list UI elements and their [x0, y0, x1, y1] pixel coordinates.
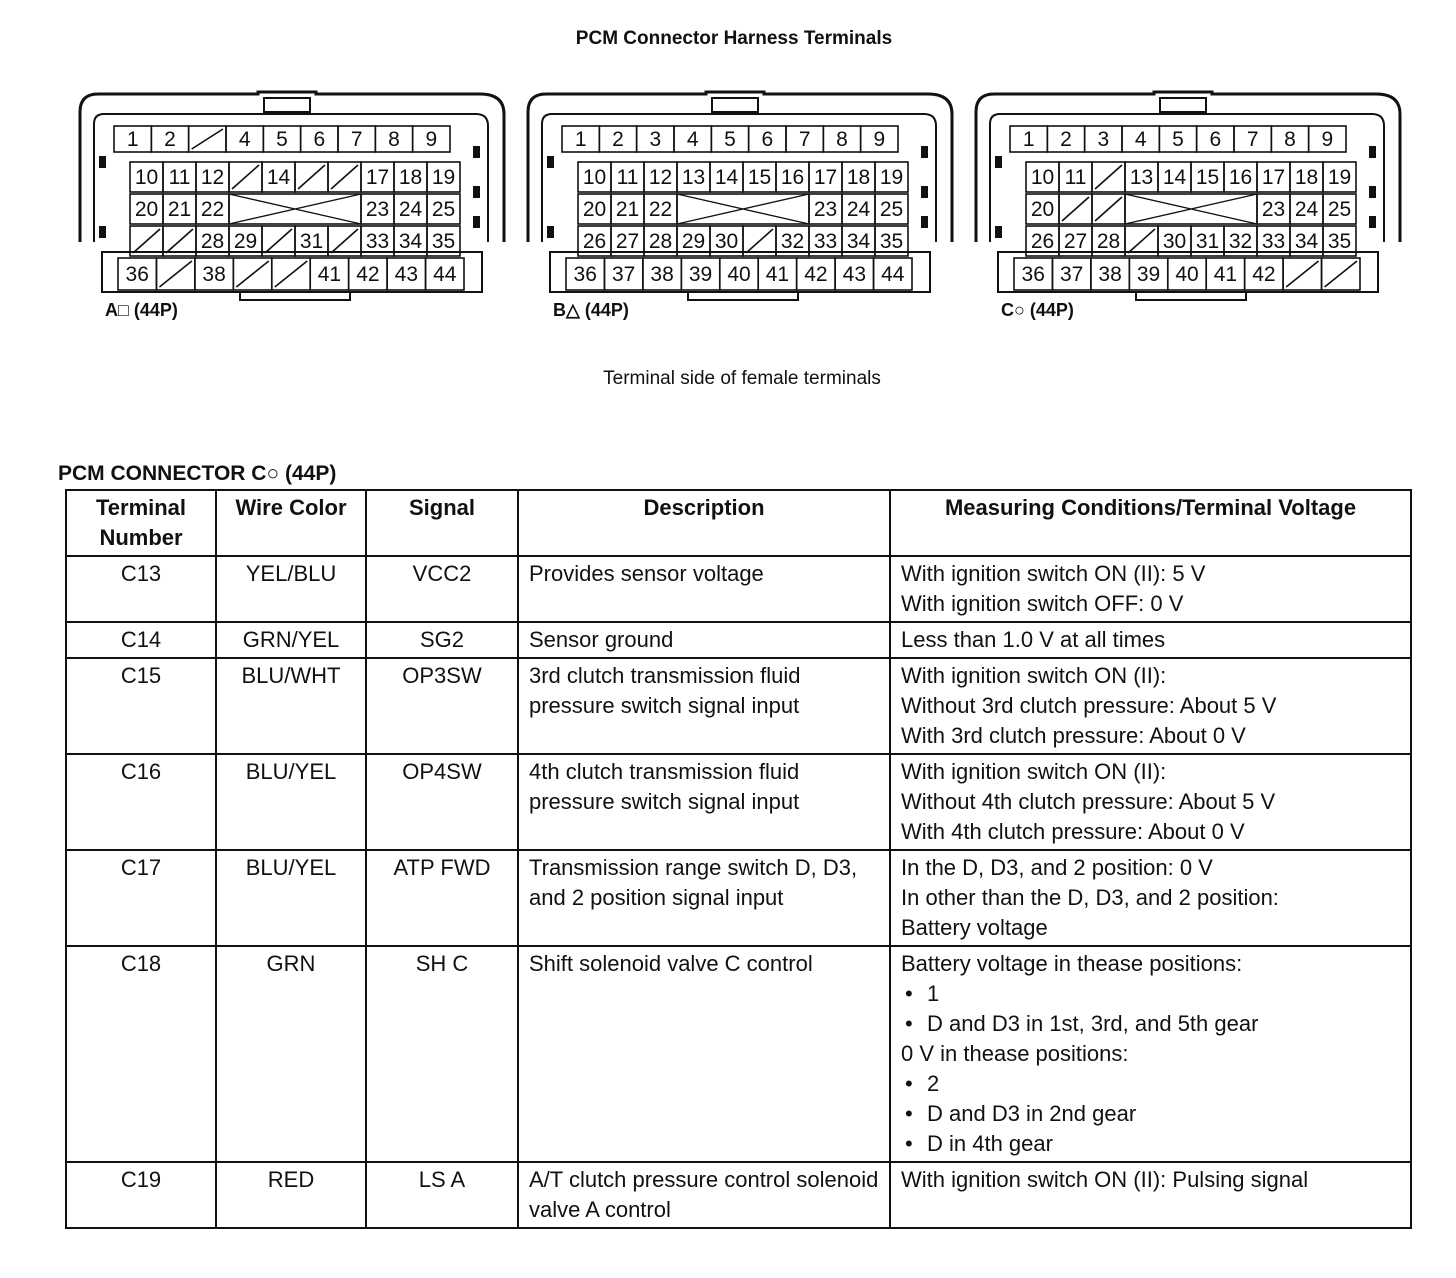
latch-tab [712, 98, 758, 112]
table-row [66, 754, 1411, 850]
lock-mark [921, 186, 928, 198]
terminal-number: 6 [761, 128, 774, 151]
terminal-number: 13 [1129, 166, 1154, 189]
cell-description: Shift solenoid valve C control [518, 946, 890, 1162]
cell-conditions [890, 850, 1411, 946]
terminal-number: 24 [398, 198, 423, 221]
cell-terminal: C18 [66, 946, 216, 1162]
condition-line: With 3rd clutch pressure: About 0 V [901, 723, 1246, 748]
terminal-number: 28 [1096, 230, 1121, 253]
terminal-table [65, 489, 1412, 1229]
terminal-number: 40 [1175, 263, 1199, 286]
terminal-number: 22 [200, 198, 225, 221]
cell-wire-color: BLU/YEL [216, 850, 366, 946]
cell-terminal: C15 [66, 658, 216, 754]
terminal-number: 39 [688, 263, 713, 286]
terminal-number: 11 [616, 166, 639, 189]
terminal-number: 44 [433, 263, 457, 286]
condition-line: 0 V in thease positions: [901, 1041, 1129, 1066]
unused-cavity-slash [331, 165, 358, 189]
lock-mark [1369, 186, 1376, 198]
header-signal: Signal [366, 490, 518, 556]
terminal-number: 10 [582, 166, 607, 189]
condition-line: Without 3rd clutch pressure: About 5 V [901, 693, 1277, 718]
cell-conditions [890, 1162, 1411, 1228]
condition-bullet: • D and D3 in 2nd gear [901, 1099, 1400, 1129]
terminal-number: 15 [1195, 166, 1220, 189]
lock-mark [921, 146, 928, 158]
terminal-number: 43 [842, 263, 867, 286]
blank-cross [229, 194, 361, 224]
terminal-number: 32 [780, 230, 805, 253]
terminal-number: 5 [1172, 128, 1184, 151]
terminal-number: 7 [350, 128, 363, 151]
terminal-number: 28 [200, 230, 225, 253]
terminal-number: 36 [1021, 263, 1045, 286]
condition-line: With ignition switch ON (II): [901, 663, 1167, 688]
connector-b-diagram [528, 92, 958, 302]
unused-cavity-slash [331, 229, 358, 253]
unused-cavity-slash [1286, 261, 1318, 287]
terminal-number: 10 [1030, 166, 1055, 189]
condition-bullet: • D in 4th gear [901, 1129, 1400, 1159]
condition-line: With 4th clutch pressure: About 0 V [901, 819, 1245, 844]
terminal-number: 17 [813, 166, 838, 189]
cell-conditions [890, 946, 1411, 1162]
terminal-number: 7 [798, 128, 811, 151]
bottom-key [240, 292, 350, 300]
terminal-number: 44 [881, 263, 905, 286]
unused-cavity-slash [298, 165, 325, 189]
bottom-key [688, 292, 798, 300]
terminal-number: 21 [615, 198, 640, 221]
cell-terminal: C19 [66, 1162, 216, 1228]
terminal-number: 15 [747, 166, 772, 189]
terminal-number: 6 [1209, 128, 1222, 151]
terminal-number: 26 [582, 230, 607, 253]
terminal-number: 14 [266, 166, 291, 189]
unused-cavity-slash [1325, 261, 1357, 287]
terminal-number: 14 [714, 166, 739, 189]
table-header-row [66, 490, 1411, 556]
unused-cavity-slash [1095, 165, 1122, 189]
cell-description: Provides sensor voltage [518, 556, 890, 622]
lock-mark [1369, 216, 1376, 228]
terminal-number: 20 [134, 198, 159, 221]
condition-line: Less than 1.0 V at all times [901, 627, 1166, 652]
terminal-number: 39 [1136, 263, 1161, 286]
terminal-number: 16 [1228, 166, 1253, 189]
terminal-number: 35 [879, 230, 904, 253]
terminal-number: 24 [846, 198, 871, 221]
cell-terminal: C14 [66, 622, 216, 658]
terminal-number: 6 [313, 128, 326, 151]
condition-line: With ignition switch ON (II): [901, 759, 1167, 784]
header-terminal-number: Terminal Number [66, 490, 216, 556]
lock-mark [99, 226, 106, 238]
terminal-number: 34 [1294, 230, 1319, 253]
terminal-number: 43 [394, 263, 419, 286]
terminal-number: 31 [1195, 230, 1220, 253]
unused-cavity-slash [1128, 229, 1155, 253]
terminal-number: 22 [648, 198, 673, 221]
terminal-number: 12 [648, 166, 673, 189]
latch-tab [1160, 98, 1206, 112]
lock-mark [995, 226, 1002, 238]
lock-mark [473, 146, 480, 158]
terminal-number: 38 [1098, 263, 1122, 286]
connector-a [80, 92, 510, 322]
terminal-number: 23 [1261, 198, 1286, 221]
unused-cavity-slash [166, 229, 193, 253]
terminal-number: 31 [299, 230, 324, 253]
terminal-number: 9 [873, 128, 886, 151]
terminal-number: 29 [681, 230, 706, 253]
lock-mark [547, 156, 554, 168]
terminal-number: 41 [317, 263, 342, 286]
terminal-number: 37 [1059, 263, 1084, 286]
cell-signal: LS A [366, 1162, 518, 1228]
unused-cavity-slash [133, 229, 160, 253]
terminal-number: 21 [167, 198, 192, 221]
unused-cavity-slash [159, 261, 191, 287]
terminal-number: 1 [1022, 128, 1035, 151]
terminal-number: 8 [388, 128, 400, 151]
cell-signal: SH C [366, 946, 518, 1162]
lock-mark [99, 156, 106, 168]
terminal-number: 25 [431, 198, 456, 221]
cell-wire-color: YEL/BLU [216, 556, 366, 622]
terminal-number: 35 [1327, 230, 1352, 253]
terminal-number: 17 [365, 166, 390, 189]
lock-mark [473, 216, 480, 228]
connector-c-diagram [976, 92, 1406, 302]
terminal-number: 30 [1162, 230, 1187, 253]
table-row [66, 556, 1411, 622]
terminal-number: 20 [582, 198, 607, 221]
cell-wire-color: BLU/YEL [216, 754, 366, 850]
terminal-number: 37 [611, 263, 636, 286]
terminal-number: 32 [1228, 230, 1253, 253]
terminal-number: 9 [1321, 128, 1334, 151]
terminal-number: 19 [879, 166, 904, 189]
header-measuring-conditions: Measuring Conditions/Terminal Voltage [890, 490, 1411, 556]
terminal-number: 3 [649, 128, 662, 151]
lock-mark [921, 216, 928, 228]
terminal-number: 35 [431, 230, 456, 253]
unused-cavity-slash [1062, 197, 1089, 221]
unused-cavity-slash [1095, 197, 1122, 221]
cell-description: Transmission range switch D, D3, and 2 position signal input [518, 850, 890, 946]
terminal-number: 23 [365, 198, 390, 221]
terminal-number: 36 [125, 263, 149, 286]
table-row [66, 1162, 1411, 1228]
terminal-number: 5 [724, 128, 736, 151]
terminal-number: 26 [1030, 230, 1055, 253]
table-caption: PCM CONNECTOR C○ (44P) [58, 462, 337, 485]
header-description: Description [518, 490, 890, 556]
unused-cavity-slash [236, 261, 268, 287]
terminal-number: 20 [1030, 198, 1055, 221]
terminal-number: 36 [573, 263, 597, 286]
cell-wire-color: BLU/WHT [216, 658, 366, 754]
terminal-number: 18 [846, 166, 871, 189]
terminal-number: 41 [1213, 263, 1238, 286]
lock-mark [1369, 146, 1376, 158]
terminal-number: 11 [1064, 166, 1087, 189]
cell-signal: OP4SW [366, 754, 518, 850]
terminal-number: 34 [846, 230, 871, 253]
cell-conditions [890, 556, 1411, 622]
cell-signal: ATP FWD [366, 850, 518, 946]
table-row [66, 850, 1411, 946]
connector-a-diagram [80, 92, 510, 302]
page-title: PCM Connector Harness Terminals [575, 28, 893, 49]
terminal-number: 40 [727, 263, 751, 286]
cell-description: Sensor ground [518, 622, 890, 658]
condition-bullet: • 1 [901, 979, 1400, 1009]
terminal-number: 18 [398, 166, 423, 189]
terminal-number: 3 [1097, 128, 1110, 151]
terminal-number: 38 [650, 263, 674, 286]
blank-cross [677, 194, 809, 224]
cell-wire-color: RED [216, 1162, 366, 1228]
terminal-number: 29 [233, 230, 258, 253]
diagram-caption: Terminal side of female terminals [603, 368, 881, 389]
terminal-number: 38 [202, 263, 226, 286]
unused-cavity-slash [232, 165, 259, 189]
terminal-number: 24 [1294, 198, 1319, 221]
terminal-number: 19 [431, 166, 456, 189]
terminal-number: 16 [780, 166, 805, 189]
condition-line: In the D, D3, and 2 position: 0 V [901, 855, 1213, 880]
unused-cavity-slash [746, 229, 773, 253]
lock-mark [995, 156, 1002, 168]
condition-line: Battery voltage [901, 915, 1048, 940]
cell-conditions [890, 658, 1411, 754]
terminal-number: 11 [168, 166, 191, 189]
terminal-number: 19 [1327, 166, 1352, 189]
terminal-number: 25 [879, 198, 904, 221]
cell-conditions [890, 622, 1411, 658]
cell-description: 4th clutch transmission fluid pressure switch signal input [518, 754, 890, 850]
cell-terminal: C16 [66, 754, 216, 850]
terminal-number: 1 [126, 128, 139, 151]
condition-bullet: • D and D3 in 1st, 3rd, and 5th gear [901, 1009, 1400, 1039]
condition-line: Battery voltage in thease positions: [901, 951, 1243, 976]
terminal-number: 41 [765, 263, 790, 286]
terminal-number: 2 [164, 128, 176, 151]
terminal-number: 42 [1252, 263, 1276, 286]
terminal-number: 23 [813, 198, 838, 221]
cell-wire-color: GRN [216, 946, 366, 1162]
terminal-number: 10 [134, 166, 159, 189]
unused-cavity-slash [275, 261, 307, 287]
terminal-number: 42 [804, 263, 828, 286]
terminal-number: 4 [238, 128, 251, 151]
terminal-number: 27 [1063, 230, 1088, 253]
unused-cavity-slash [265, 229, 292, 253]
lock-mark [473, 186, 480, 198]
condition-bullet: • 2 [901, 1069, 1400, 1099]
condition-line: With ignition switch ON (II): Pulsing signal [901, 1167, 1309, 1192]
cell-terminal: C17 [66, 850, 216, 946]
terminal-number: 33 [365, 230, 390, 253]
terminal-number: 2 [612, 128, 624, 151]
blank-cross [1125, 194, 1257, 224]
terminal-number: 25 [1327, 198, 1352, 221]
connector-a-label: A□ (44P) [105, 300, 178, 320]
header-wire-color: Wire Color [216, 490, 366, 556]
table-row [66, 622, 1411, 658]
table-row [66, 658, 1411, 754]
connector-c-label: C○ (44P) [1001, 300, 1074, 320]
terminal-number: 34 [398, 230, 423, 253]
cell-conditions [890, 754, 1411, 850]
terminal-number: 33 [1261, 230, 1286, 253]
bottom-key [1136, 292, 1246, 300]
cell-signal: SG2 [366, 622, 518, 658]
latch-tab [264, 98, 310, 112]
cell-wire-color: GRN/YEL [216, 622, 366, 658]
terminal-number: 14 [1162, 166, 1187, 189]
terminal-number: 4 [686, 128, 699, 151]
connector-b-label: B△ (44P) [553, 300, 629, 320]
terminal-number: 4 [1134, 128, 1147, 151]
cell-description: A/T clutch pressure control solenoid valve A control [518, 1162, 890, 1228]
lock-mark [547, 226, 554, 238]
terminal-number: 2 [1060, 128, 1072, 151]
terminal-number: 27 [615, 230, 640, 253]
connector-c [976, 92, 1406, 322]
terminal-number: 13 [681, 166, 706, 189]
cell-signal: OP3SW [366, 658, 518, 754]
terminal-number: 5 [276, 128, 288, 151]
terminal-number: 1 [574, 128, 587, 151]
terminal-number: 28 [648, 230, 673, 253]
terminal-number: 8 [836, 128, 848, 151]
terminal-number: 18 [1294, 166, 1319, 189]
terminal-number: 30 [714, 230, 739, 253]
terminal-number: 8 [1284, 128, 1296, 151]
cell-description: 3rd clutch transmission fluid pressure switch signal input [518, 658, 890, 754]
unused-cavity-slash [192, 129, 223, 149]
cell-signal: VCC2 [366, 556, 518, 622]
condition-line: With ignition switch OFF: 0 V [901, 591, 1184, 616]
table-row [66, 946, 1411, 1162]
condition-line: With ignition switch ON (II): 5 V [901, 561, 1206, 586]
terminal-number: 7 [1246, 128, 1259, 151]
terminal-number: 17 [1261, 166, 1286, 189]
connector-b [528, 92, 958, 322]
terminal-number: 12 [200, 166, 225, 189]
cell-terminal: C13 [66, 556, 216, 622]
terminal-number: 33 [813, 230, 838, 253]
terminal-number: 42 [356, 263, 380, 286]
condition-line: In other than the D, D3, and 2 position: [901, 885, 1279, 910]
terminal-number: 9 [425, 128, 438, 151]
condition-line: Without 4th clutch pressure: About 5 V [901, 789, 1276, 814]
